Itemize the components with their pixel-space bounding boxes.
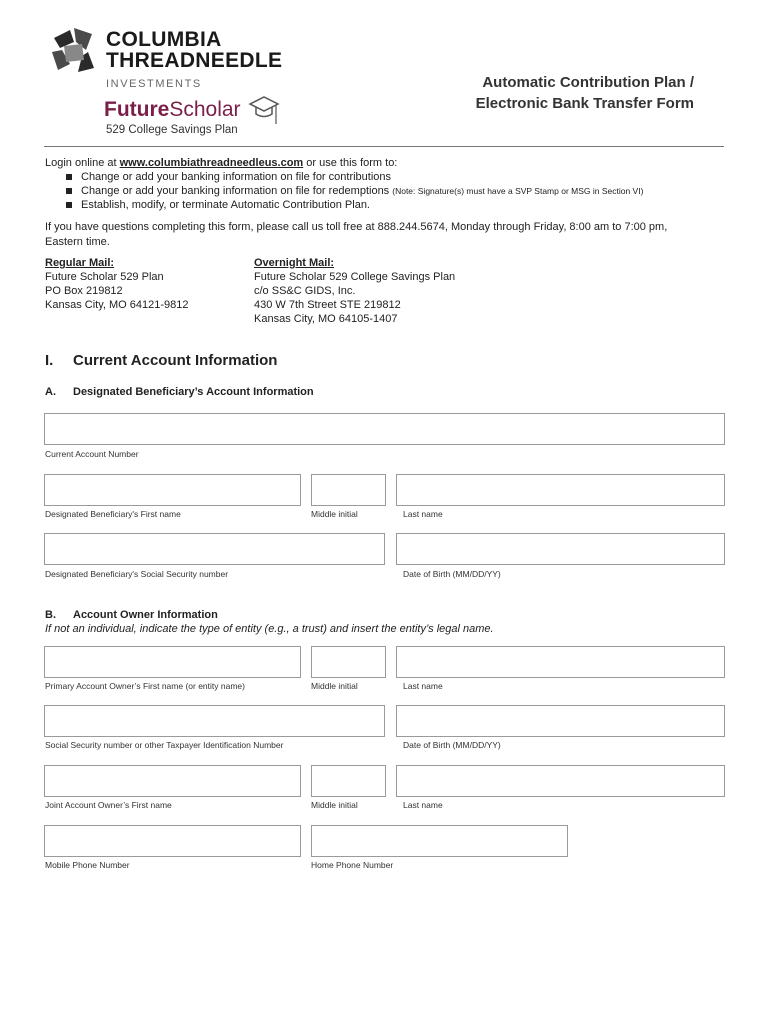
intro-suffix: or use this form to: — [303, 157, 398, 169]
beneficiary-last-name-label: Last name — [403, 509, 443, 519]
owner-ssn-tin-field[interactable] — [44, 705, 385, 737]
primary-owner-last-name-field[interactable] — [396, 646, 725, 678]
beneficiary-ssn-label: Designated Beneficiary's Social Security number — [45, 569, 229, 579]
subsection-a-title: Designated Beneficiary’s Account Information — [73, 386, 314, 398]
bullet-text: Change or add your banking information on file for redemptions — [81, 185, 393, 197]
subsection-b-number: B. — [45, 609, 56, 621]
beneficiary-first-name-field[interactable] — [44, 474, 301, 506]
subsection-b-title: Account Owner Information — [73, 609, 218, 621]
address-line: Future Scholar 529 College Savings Plan — [254, 271, 456, 283]
mobile-phone-field[interactable] — [44, 825, 301, 857]
header-divider — [44, 146, 724, 147]
brand-name-line3: INVESTMENTS — [106, 78, 202, 90]
address-line: c/o SS&C GIDS, Inc. — [254, 285, 356, 297]
brand-name-line1: COLUMBIA — [106, 28, 222, 51]
subsection-a-number: A. — [45, 386, 56, 398]
questions-text: If you have questions completing this form, please call us toll free at 888.244.5674, Monday through Friday, 8:00 am to 7:00 pm, Eastern time. — [45, 221, 668, 248]
intro-prefix: Login online at — [45, 157, 120, 169]
intro-text — [45, 156, 397, 170]
beneficiary-dob-label: Date of Birth (MM/DD/YY) — [403, 569, 501, 579]
form-title-line2: Electronic Bank Transfer Form — [475, 95, 694, 112]
intro-bullet-list — [66, 170, 643, 212]
regular-mail-address — [45, 256, 188, 312]
graduation-cap-icon — [248, 94, 280, 130]
bullet-text: Change or add your banking information on file for contributions — [81, 171, 392, 183]
primary-owner-first-name-field[interactable] — [44, 646, 301, 678]
mobile-phone-label: Mobile Phone Number — [45, 860, 130, 870]
bullet-text: Establish, modify, or terminate Automatic Contribution Plan. — [81, 199, 370, 211]
beneficiary-first-name-label: Designated Beneficiary's First name — [45, 509, 181, 519]
section-title: Current Account Information — [73, 352, 278, 369]
address-line: Kansas City, MO 64105-1407 — [254, 313, 398, 325]
overnight-mail-heading: Overnight Mail: — [254, 257, 335, 269]
address-line: 430 W 7th Street STE 219812 — [254, 299, 401, 311]
product-subtitle: 529 College Savings Plan — [106, 124, 238, 136]
beneficiary-middle-initial-label: Middle initial — [311, 509, 358, 519]
list-item — [66, 198, 643, 212]
primary-owner-first-name-label: Primary Account Owner’s First name (or entity name) — [45, 681, 245, 691]
future-scholar-logo-bold: Future — [104, 98, 170, 121]
form-title-line1: Automatic Contribution Plan / — [482, 74, 694, 91]
section-number: I. — [45, 352, 54, 369]
regular-mail-heading: Regular Mail: — [45, 257, 115, 269]
beneficiary-middle-initial-field[interactable] — [311, 474, 386, 506]
joint-owner-last-name-field[interactable] — [396, 765, 725, 797]
form-title — [410, 72, 694, 114]
future-scholar-logo — [104, 98, 241, 122]
future-scholar-logo-light: Scholar — [169, 98, 241, 121]
primary-owner-last-name-label: Last name — [403, 681, 443, 691]
joint-owner-last-name-label: Last name — [403, 800, 443, 810]
joint-owner-first-name-label: Joint Account Owner’s First name — [45, 800, 172, 810]
address-line: Kansas City, MO 64121-9812 — [45, 299, 189, 311]
list-item — [66, 184, 643, 198]
joint-owner-middle-initial-label: Middle initial — [311, 800, 358, 810]
subsection-b-note: If not an individual, indicate the type of entity (e.g., a trust) and insert the entity’s legal name. — [45, 623, 494, 635]
columbia-threadneedle-logo-icon — [48, 24, 98, 76]
list-item — [66, 170, 643, 184]
bullet-note: (Note: Signature(s) must have a SVP Stamp or MSG in Section VI) — [392, 186, 644, 196]
primary-owner-middle-initial-field[interactable] — [311, 646, 386, 678]
primary-owner-middle-initial-label: Middle initial — [311, 681, 358, 691]
owner-dob-label: Date of Birth (MM/DD/YY) — [403, 740, 501, 750]
current-account-number-label: Current Account Number — [45, 449, 139, 459]
home-phone-field[interactable] — [311, 825, 568, 857]
home-phone-label: Home Phone Number — [311, 860, 394, 870]
joint-owner-first-name-field[interactable] — [44, 765, 301, 797]
website-link[interactable]: www.columbiathreadneedleus.com — [119, 157, 304, 169]
brand-name-line2: THREADNEEDLE — [106, 49, 283, 72]
beneficiary-last-name-field[interactable] — [396, 474, 725, 506]
current-account-number-field[interactable] — [44, 413, 725, 445]
beneficiary-ssn-field[interactable] — [44, 533, 385, 565]
beneficiary-dob-field[interactable] — [396, 533, 725, 565]
owner-dob-field[interactable] — [396, 705, 725, 737]
joint-owner-middle-initial-field[interactable] — [311, 765, 386, 797]
address-line: Future Scholar 529 Plan — [45, 271, 164, 283]
overnight-mail-address — [254, 256, 455, 326]
owner-ssn-tin-label: Social Security number or other Taxpayer Identification Number — [45, 740, 284, 750]
address-line: PO Box 219812 — [45, 285, 123, 297]
